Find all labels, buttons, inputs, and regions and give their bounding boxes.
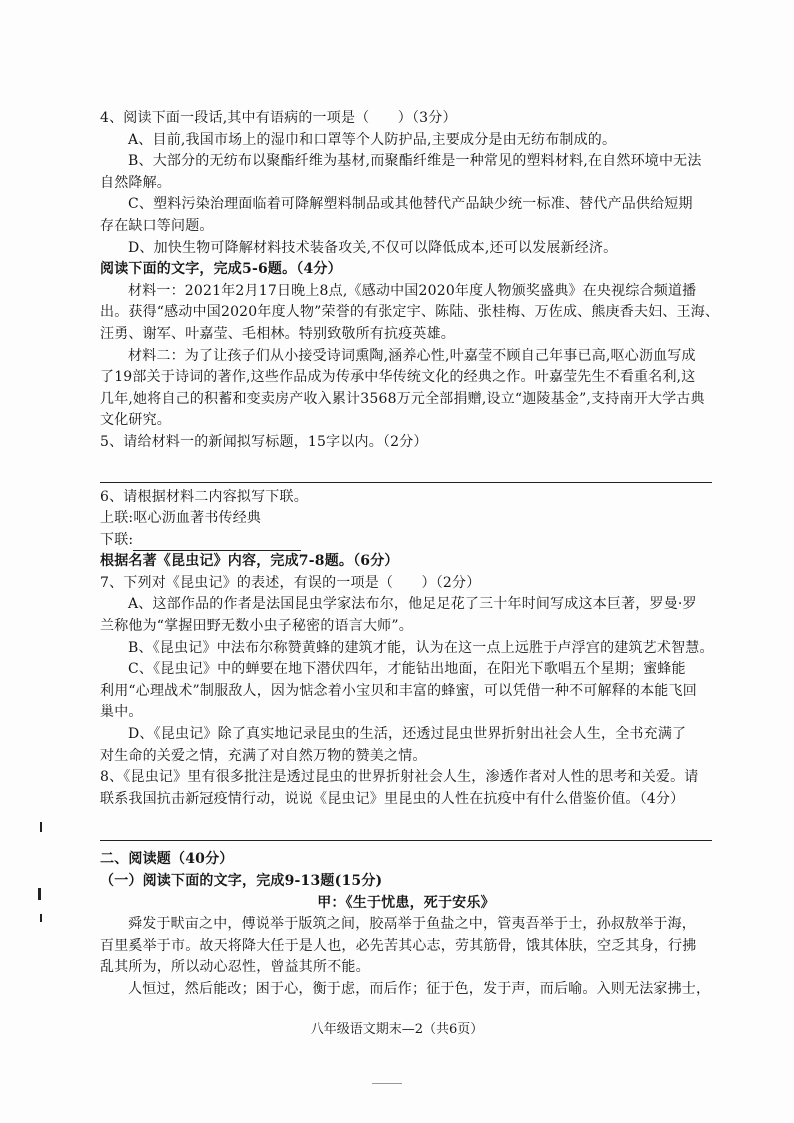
bottom-dash (372, 1083, 402, 1084)
q7-option-d-line2: 对生命的关爱之情，充满了对自然万物的赞美之情。 (100, 747, 427, 764)
passage-title: 甲：《生于忧患，死于安乐》 (317, 894, 495, 911)
q7-option-b: B、《昆虫记》中法布尔称赞黄蜂的建筑才能，认为在这一点上远胜于卢浮宫的建筑艺术智慧。 (128, 639, 714, 656)
margin-mark (38, 888, 41, 900)
q4-option-a: A、目前,我国市场上的湿巾和口罩等个人防护品,主要成分是由无纺布制成的。 (128, 131, 617, 148)
q4-option-c-line1: C、塑料污染治理面临着可降解塑料制品或其他替代产品缺少统一标准、替代产品供给短期 (128, 196, 693, 213)
margin-mark (40, 822, 42, 832)
material1-line3: 汪勇、谢军、叶嘉莹、毛相林。特别致敬所有抗疫英雄。 (100, 325, 455, 342)
page-footer: 八年级语文期末—2（共6页） (310, 1022, 484, 1037)
q4-option-b-line2: 自然降解。 (100, 174, 171, 191)
q4-stem: 4、阅读下面一段话,其中有语病的一项是（ ）（3分） (100, 110, 457, 126)
lower-couplet-label: 下联: (100, 531, 134, 548)
question-8-line2: 联系我国抗击新冠疫情行动，说说《昆虫记》里昆虫的人性在抗疫中有什么借鉴价值。（4分） (100, 790, 685, 807)
answer-line-q8[interactable] (100, 814, 712, 841)
q4-option-c-line2: 存在缺口等问题。 (100, 217, 214, 234)
q7-option-a-line1: A、这部作品的作者是法国昆虫学家法布尔，他足足花了三十年时间写成这本巨著，罗曼·罗 (128, 596, 697, 613)
material2-line4: 文化研究。 (100, 412, 171, 429)
q7-option-c-line2: 利用“心理战术”制服敌人，因为惦念着小宝贝和丰富的蜂蜜，可以凭借一种不可解释的本能飞回 (100, 682, 697, 699)
material1-line1: 材料一：2021年2月17日晚上8点,《感动中国2020年度人物颁奖盛典》在央视综合频道播 (128, 282, 697, 299)
material1-line2: 出。获得“感动中国2020年度人物”荣誉的有张定宇、陈陆、张桂梅、万佐成、熊庚香夫妇、王海、 (100, 304, 720, 321)
page-content (100, 108, 720, 1001)
lower-couplet-blank[interactable] (133, 534, 301, 551)
q7-option-d-line1: D、《昆虫记》除了真实地记录昆虫的生活，还透过昆虫世界折射出社会人生，全书充满了 (128, 726, 687, 743)
q7-option-c-line1: C、《昆虫记》中的蝉要在地下潜伏四年，才能钻出地面，在阳光下歌唱五个星期；蜜蜂能 (128, 661, 686, 678)
answer-line-q5[interactable] (100, 458, 712, 483)
section2-heading: 二、阅读题（40分） (100, 851, 234, 868)
upper-couplet: 上联:呕心沥血著书传经典 (100, 510, 262, 527)
material2-line3: 几年,她将自己的积蓄和变卖房产收入累计3568万元全部捐赠,设立“迦陵基金”,支持南开大学古典 (100, 390, 705, 407)
question-6: 6、请根据材料二内容拟写下联。 (100, 488, 308, 505)
q7-option-c-line3: 巢中。 (100, 704, 143, 721)
material2-line1: 材料二：为了让孩子们从小接受诗词熏陶,涵养心性,叶嘉莹不顾自己年事已高,呕心沥血写成 (128, 347, 696, 364)
question-5: 5、请给材料一的新闻拟写标题，15字以内。（2分） (100, 433, 428, 450)
question-7: 7、下列对《昆虫记》的表述，有误的一项是（ ）（2分） (100, 574, 481, 591)
passage-p1-line3: 乱其所为，所以动心忍性，曾益其所不能。 (100, 959, 370, 976)
passage-p1-line2: 百里奚举于市。故天将降大任于是人也，必先苦其心志，劳其筋骨，饿其体肤，空乏其身，行拂 (100, 937, 697, 954)
read78-heading: 根据名著《昆虫记》内容，完成7-8题。（6分） (100, 553, 399, 570)
q4-option-d: D、加快生物可降解材料技术装备攻关,不仅可以降低成本,还可以发展新经济。 (128, 239, 618, 256)
question-8-line1: 8、《昆虫记》里有很多批注是透过昆虫的世界折射社会人生，渗透作者对人性的思考和关爱。请 (100, 769, 699, 786)
material2-line2: 了19部关于诗词的著作,这些作品成为传承中华传统文化的经典之作。叶嘉莹先生不看重名利,这 (100, 369, 696, 386)
lower-couplet-row (100, 530, 712, 552)
passage-p2-line1: 人恒过，然后能改；困于心，衡于虑，而后作；征于色，发于声，而后喻。入则无法家拂士， (128, 980, 711, 997)
read56-heading: 阅读下面的文字，完成5-6题。（4分） (100, 261, 342, 278)
section2-subheading: （一）阅读下面的文字，完成9-13题(15分) (100, 873, 383, 889)
q7-option-a-line2: 兰称他为“掌握田野无数小虫子秘密的语言大师”。 (100, 618, 413, 635)
passage-p1-line1: 舜发于畎亩之中，傅说举于版筑之间，胶鬲举于鱼盐之中，管夷吾举于士，孙叔敖举于海， (128, 916, 696, 933)
margin-mark (40, 914, 42, 922)
q4-option-b-line1: B、大部分的无纺布以聚酯纤维为基材,而聚酯纤维是一种常见的塑料材料,在自然环境中无法 (128, 153, 702, 170)
